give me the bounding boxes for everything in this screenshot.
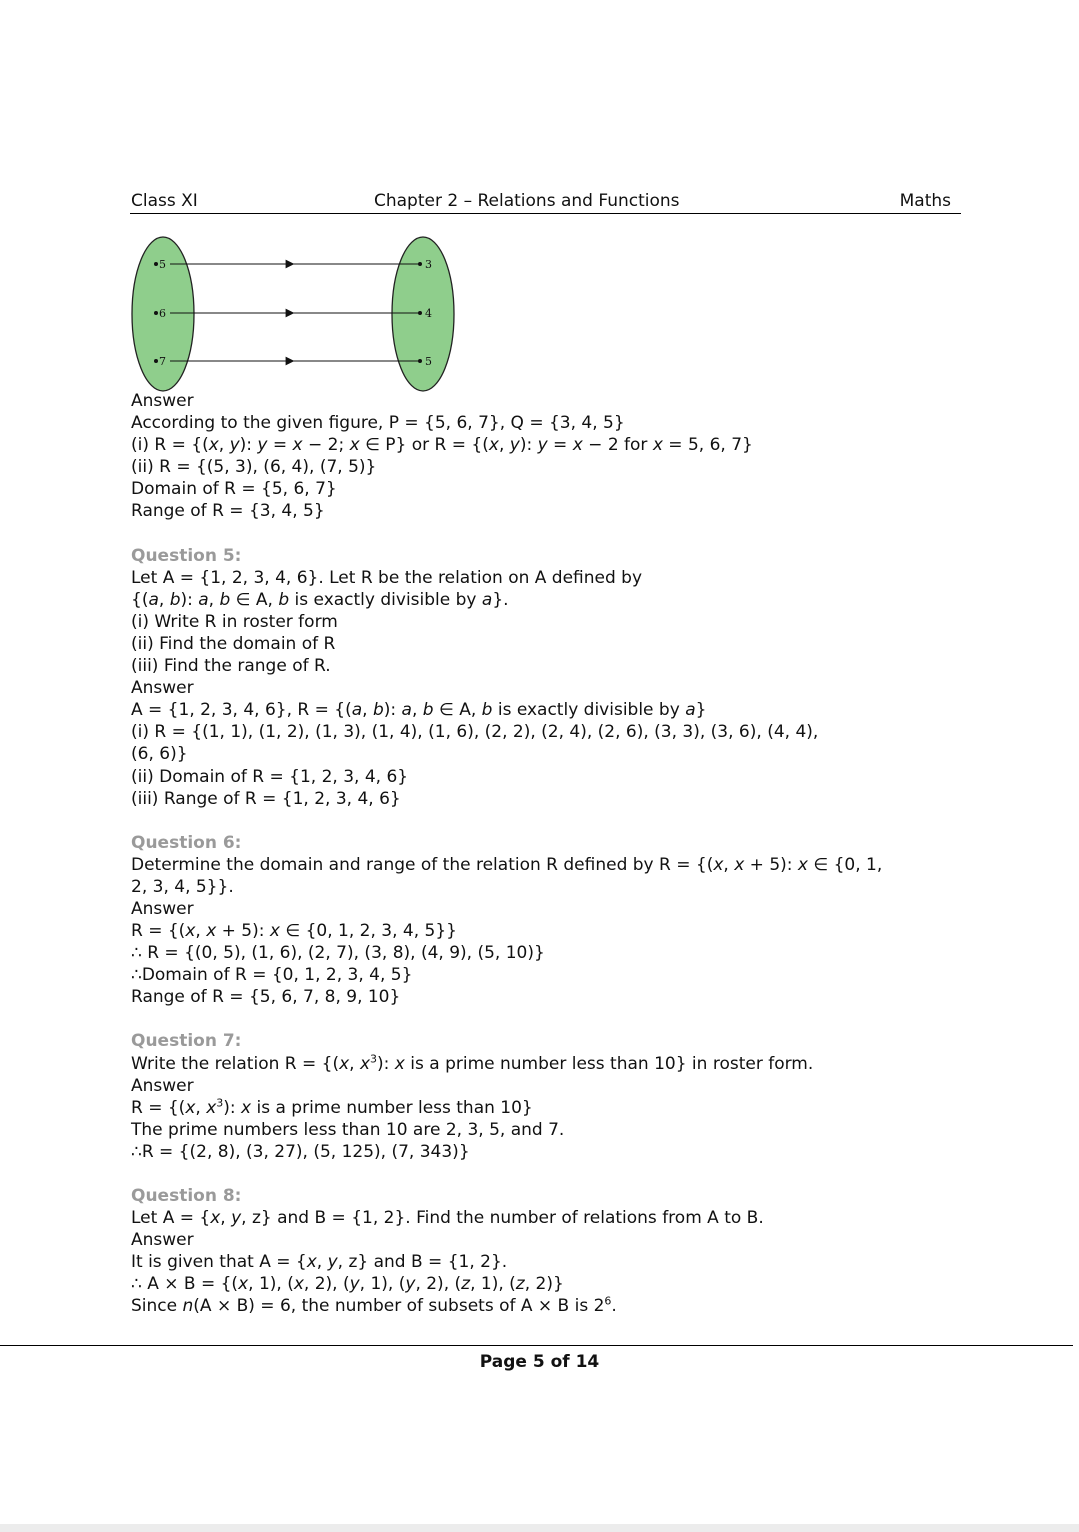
header-chapter: Chapter 2 – Relations and Functions bbox=[374, 191, 680, 211]
set-p-element: 5 bbox=[159, 258, 166, 271]
text-line: ∴R = {(2, 8), (3, 27), (5, 125), (7, 343)} bbox=[131, 1141, 470, 1162]
text-line: (iii) Range of R = {1, 2, 3, 4, 6} bbox=[131, 788, 401, 809]
question-heading: Question 8: bbox=[131, 1186, 242, 1206]
text-line: Let A = {1, 2, 3, 4, 6}. Let R be the relation on A defined by bbox=[131, 567, 643, 588]
text-line: {(a, b): a, b ∈ A, b is exactly divisible by a}. bbox=[131, 589, 509, 610]
text-line: (iii) Find the range of R. bbox=[131, 656, 331, 677]
relation-arrows bbox=[170, 264, 418, 361]
set-q-element: 3 bbox=[425, 258, 432, 271]
answer-label: Answer bbox=[131, 1075, 194, 1096]
text-line: (ii) Domain of R = {1, 2, 3, 4, 6} bbox=[131, 766, 409, 787]
text-line: Range of R = {5, 6, 7, 8, 9, 10} bbox=[131, 987, 401, 1008]
set-p-element: 7 bbox=[159, 355, 166, 368]
text-line: Domain of R = {5, 6, 7} bbox=[131, 479, 337, 500]
text-line: According to the given figure, P = {5, 6, 7}, Q = {3, 4, 5} bbox=[131, 413, 625, 434]
text-line: It is given that A = {x, y, z} and B = {1, 2}. bbox=[131, 1252, 508, 1273]
page-bottom-strip bbox=[0, 1524, 1079, 1532]
text-line: 2, 3, 4, 5}}. bbox=[131, 876, 234, 897]
text-line: Let A = {x, y, z} and B = {1, 2}. Find the number of relations from A to B. bbox=[131, 1208, 764, 1229]
set-q-oval bbox=[392, 237, 454, 391]
answer-label: Answer bbox=[131, 678, 194, 699]
header-class: Class XI bbox=[131, 191, 198, 211]
answer-label: Answer bbox=[131, 1230, 194, 1251]
text-line: (i) Write R in roster form bbox=[131, 611, 338, 632]
page-header bbox=[130, 191, 961, 214]
question-heading: Question 6: bbox=[131, 832, 242, 853]
text-line: R = {(x, $x^3$): x is a prime number less than 10} bbox=[131, 1096, 533, 1118]
text-line: Range of R = {3, 4, 5} bbox=[131, 501, 325, 522]
text-line: Since n(A × B) = 6, the number of subsets of A × B is $2^6$. bbox=[131, 1294, 617, 1317]
text-line: Write the relation R = {(x, $x^3$): x is a prime number less than 10} in roster form. bbox=[131, 1051, 814, 1074]
text-line: The prime numbers less than 10 are 2, 3, 5, and 7. bbox=[131, 1119, 565, 1140]
text-line: R = {(x, x + 5): x ∈ {0, 1, 2, 3, 4, 5}} bbox=[131, 921, 457, 942]
text-line: (6, 6)} bbox=[131, 744, 188, 765]
header-subject: Maths bbox=[899, 191, 951, 211]
question-heading: Question 7: bbox=[131, 1031, 242, 1052]
set-q-element: 4 bbox=[425, 307, 432, 320]
question-heading: Question 5: bbox=[131, 545, 242, 566]
text-line: A = {1, 2, 3, 4, 6}, R = {(a, b): a, b ∈ A, b is exactly divisible by a} bbox=[131, 700, 707, 721]
page-content bbox=[131, 390, 971, 1318]
text-line: (i) R = {(1, 1), (1, 2), (1, 3), (1, 4), (1, 6), (2, 2), (2, 4), (2, 6), (3, 3), (3, 6), (4, 4), bbox=[131, 722, 819, 743]
page-number: Page 5 of 14 bbox=[479, 1352, 600, 1372]
text-line: (i) R = {(x, y): y = x − 2; x ∈ P} or R = {(x, y): y = x − 2 for x = 5, 6, 7} bbox=[131, 435, 753, 456]
relation-arrow-diagram bbox=[130, 234, 460, 394]
text-line: (ii) R = {(5, 3), (6, 4), (7, 5)} bbox=[131, 457, 377, 478]
text-line: ∴Domain of R = {0, 1, 2, 3, 4, 5} bbox=[131, 965, 413, 986]
text-line: ∴ A × B = {(x, 1), (x, 2), (y, 1), (y, 2), (z, 1), (z, 2)} bbox=[131, 1274, 564, 1295]
text-line: (ii) Find the domain of R bbox=[131, 633, 336, 654]
footer-rule bbox=[0, 1345, 1073, 1346]
set-q-element: 5 bbox=[425, 355, 432, 368]
answer-label: Answer bbox=[131, 391, 194, 411]
text-line: Determine the domain and range of the relation R defined by R = {(x, x + 5): x ∈ {0, 1, bbox=[131, 854, 883, 875]
answer-label: Answer bbox=[131, 898, 194, 919]
text-line: ∴ R = {(0, 5), (1, 6), (2, 7), (3, 8), (4, 9), (5, 10)} bbox=[131, 943, 545, 964]
set-p-element: 6 bbox=[159, 307, 166, 320]
